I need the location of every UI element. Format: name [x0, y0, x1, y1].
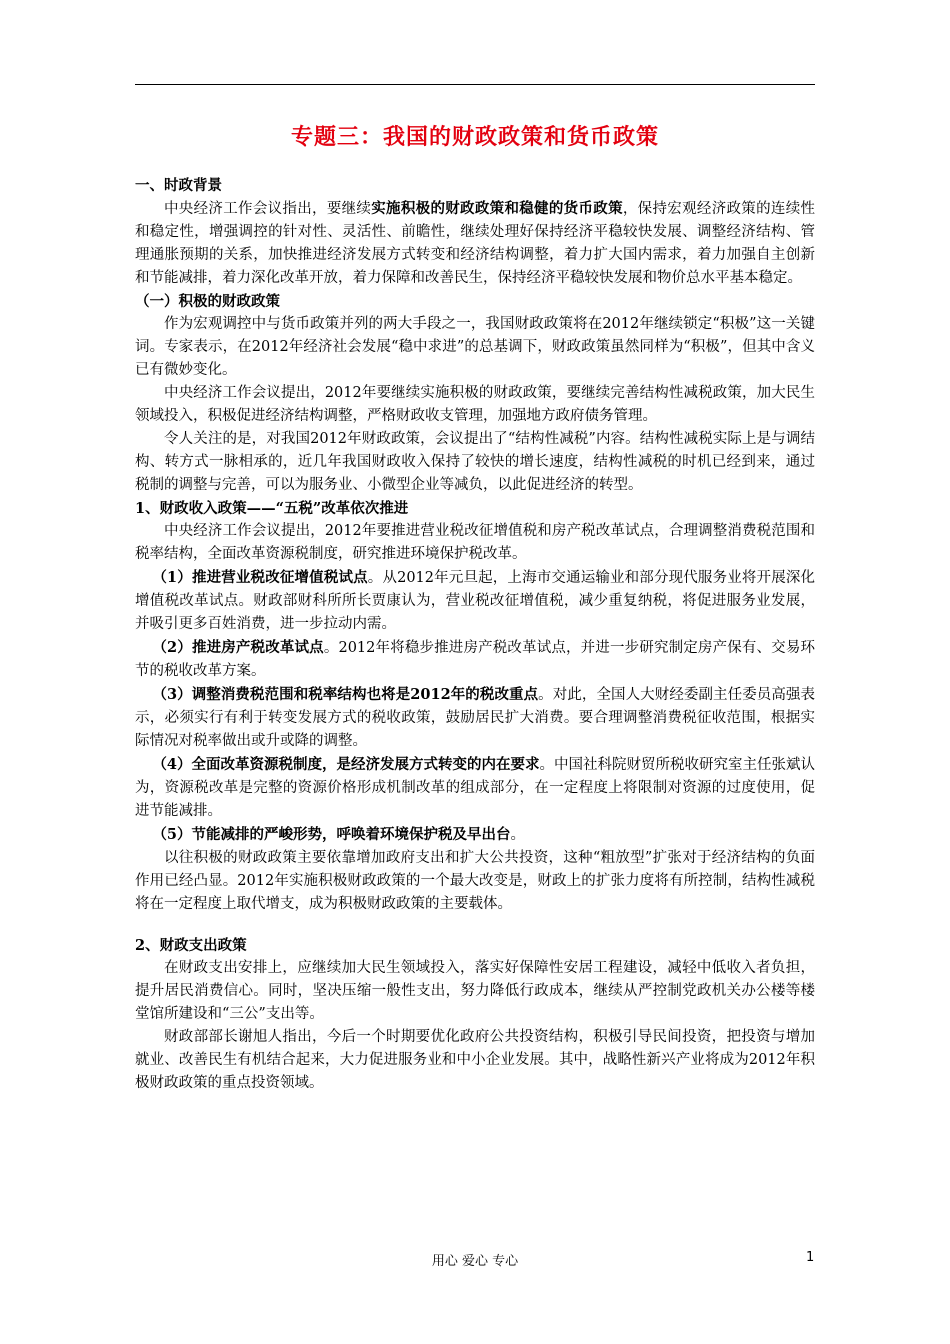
- paragraph-1: 中央经济工作会议指出，要继续实施积极的财政政策和稳健的货币政策，保持宏观经济政策的连续性和稳定性，增强调控的针对性、灵活性、前瞻性，继续处理好保持经济平稳较快发展、调整经济结构、管理通胀预期的关系，加快推进经济发展方式转变和经济结构调整，着力扩大国内需求，着力加强自主创新和节能减排，着力深化改革开放，着力保障和改善民生，保持经济平稳较快发展和物价总水平基本稳定。: [135, 200, 816, 286]
- document-body: [135, 120, 815, 1095]
- page-footer: [0, 1250, 950, 1270]
- paragraph-5: 中央经济工作会议提出，2012年要推进营业税改征增值税和房产税改革试点，合理调整消费税范围和税率结构，全面改革资源税制度，研究推进环境保护税改革。: [135, 523, 815, 562]
- paragraph-3: 中央经济工作会议提出，2012年要继续实施积极的财政政策，要继续完善结构性减税政策，加大民生领域投入，积极促进经济结构调整，严格财政收支管理，加强地方政府债务管理。: [135, 385, 815, 424]
- paragraph-2: 作为宏观调控中与货币政策并列的两大手段之一，我国财政政策将在2012年继续锁定“积极”这一关键词。专家表示，在2012年经济社会发展“稳中求进”的总基调下，财政政策虽然同样为“积极”，但其中含义已有微妙变化。: [135, 316, 815, 378]
- section-heading-expenditure: 2、财政支出政策: [135, 937, 247, 954]
- header-rule: [135, 84, 815, 85]
- list-item-2: （2）推进房产税改革试点。2012年将稳步推进房产税改革试点，并进一步研究制定房产保有、交易环节的税收改革方案。: [135, 639, 815, 679]
- section-heading-revenue: 1、财政收入政策——“五税”改革依次推进: [135, 500, 409, 517]
- page-number: 1: [806, 1250, 815, 1265]
- footer-text: 用心 爱心 专心: [431, 1254, 519, 1269]
- list-item-1: （1）推进营业税改征增值税试点。从2012年元旦起，上海市交通运输业和部分现代服务业将开展深化增值税改革试点。财政部财科所所长贾康认为，营业税改征增值税，减少重复纳税，将促进服务业发展，并吸引更多百姓消费，进一步拉动内需。: [135, 569, 815, 632]
- list-item-3: （3）调整消费税范围和税率结构也将是2012年的税改重点。对此，全国人大财经委副主任委员高强表示，必须实行有利于转变发展方式的税收政策，鼓励居民扩大消费。要合理调整消费税征收范围，根据实际情况对税率做出或升或降的调整。: [135, 686, 815, 749]
- list-item-4: （4）全面改革资源税制度，是经济发展方式转变的内在要求。中国社科院财贸所税收研究室主任张斌认为，资源税改革是完整的资源价格形成机制改革的组成部分，在一定程度上将限制对资源的过度使用，促进节能减排。: [135, 756, 816, 819]
- paragraph-7: 在财政支出安排上，应继续加大民生领域投入，落实好保障性安居工程建设，减轻中低收入者负担，提升居民消费信心。同时，坚决压缩一般性支出，努力降低行政成本，继续从严控制党政机关办公楼等楼堂馆所建设和“三公”支出等。: [135, 960, 815, 1022]
- emphasis-policy: 实施积极的财政政策和稳健的货币政策: [371, 200, 623, 217]
- section-heading-background: 一、时政背景: [135, 177, 222, 194]
- list-item-5: （5）节能减排的严峻形势，呼唤着环境保护税及早出台。: [152, 826, 525, 843]
- paragraph-8: 财政部部长谢旭人指出，今后一个时期要优化政府公共投资结构，积极引导民间投资，把投资与增加就业、改善民生有机结合起来，大力促进服务业和中小企业发展。其中，战略性新兴产业将成为2012年积极财政政策的重点投资领域。: [135, 1029, 815, 1091]
- subheading-fiscal-policy: （一）积极的财政政策: [135, 293, 280, 310]
- document-title: 专题三：我国的财政政策和货币政策: [290, 124, 659, 150]
- paragraph-6: 以往积极的财政政策主要依靠增加政府支出和扩大公共投资，这种“粗放型”扩张对于经济结构的负面作用已经凸显。2012年实施积极财政政策的一个最大改变是，财政上的扩张力度将有所控制，结构性减税将在一定程度上取代增支，成为积极财政政策的主要载体。: [135, 850, 815, 912]
- paragraph-4: 令人关注的是，对我国2012年财政政策，会议提出了“结构性减税”内容。结构性减税实际上是与调结构、转方式一脉相承的，近几年我国财政收入保持了较快的增长速度，结构性减税的时机已经到来，通过税制的调整与完善，可以为服务业、小微型企业等减负，以此促进经济的转型。: [135, 431, 815, 493]
- spacer: [135, 916, 815, 934]
